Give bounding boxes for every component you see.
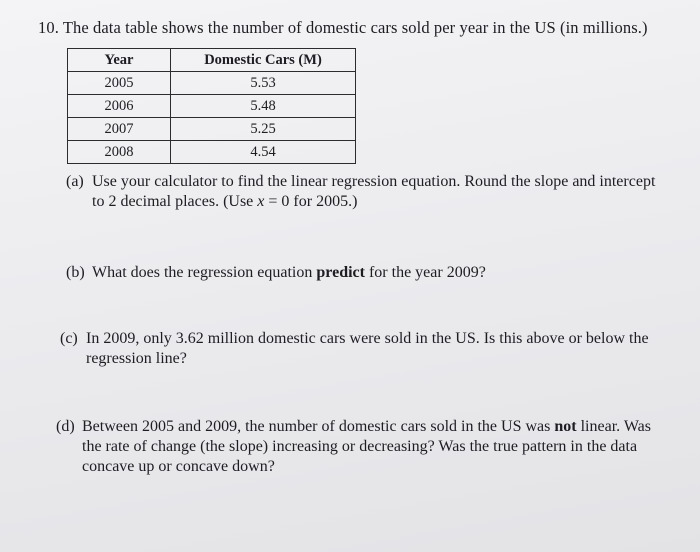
table-cell: 2008 [68,141,171,164]
part-d [56,417,651,477]
table-cell: 2006 [68,95,171,118]
part-text: = 0 for 2005.) [264,193,358,210]
variable-x: x [257,193,265,210]
part-text: Use your calculator to find the linear regression equation. Round the slope and intercept [92,173,656,190]
part-text: linear. Was [576,418,651,435]
part-text: Between 2005 and 2009, the number of domestic cars sold in the US was [82,418,555,435]
table-row [68,141,356,164]
table-row [68,118,356,141]
part-text: to 2 decimal places. (Use [92,193,258,210]
table-cell: 5.48 [171,95,356,118]
table-row [68,95,356,118]
part-text: the rate of change (the slope) increasing or decreasing? Was the true pattern in the data [82,438,638,455]
table-cell: 4.54 [171,141,356,164]
column-header: Year [68,49,171,72]
table-cell: 2005 [68,72,171,95]
table-cell: 2007 [68,118,171,141]
emphasis-text: not [554,418,577,435]
column-header: Domestic Cars (M) [171,49,356,72]
part-label: (b) [66,264,85,281]
part-c [60,329,649,369]
emphasis-text: predict [316,264,365,281]
part-a [66,172,655,212]
part-b [66,263,486,283]
question-title: 10. The data table shows the number of domestic cars sold per year in the US (in millions.) [38,18,648,37]
table-cell: 5.53 [171,72,356,95]
part-text: What does the regression equation [92,264,317,281]
part-label: (c) [60,330,78,347]
part-text: In 2009, only 3.62 million domestic cars were sold in the US. Is this above or below the [86,330,649,347]
part-text: concave up or concave down? [82,458,275,475]
table-header-row [68,49,356,72]
data-table [67,48,356,164]
table-cell: 5.25 [171,118,356,141]
table-row [68,72,356,95]
part-label: (a) [66,173,84,190]
part-text: for the year 2009? [364,264,486,281]
part-text: regression line? [86,350,187,367]
part-label: (d) [56,418,75,435]
